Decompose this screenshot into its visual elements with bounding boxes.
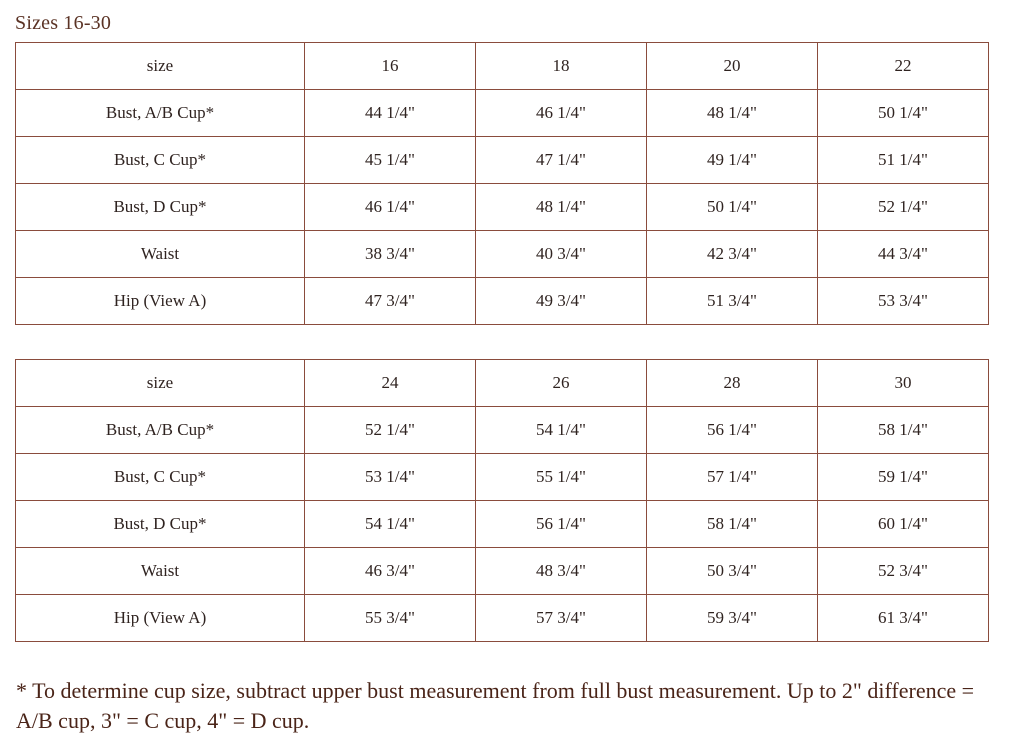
header-cell: 28: [647, 360, 818, 407]
row-label: Bust, C Cup*: [16, 454, 305, 501]
measurement-cell: 49 1/4": [647, 137, 818, 184]
cup-size-footnote: * To determine cup size, subtract upper bust measurement from full bust measurement. Up to 2" difference = A/B cup, 3" = C cup, 4" = D cup.: [16, 678, 975, 733]
measurement-cell: 52 1/4": [818, 184, 989, 231]
size-table-24-30: [15, 359, 989, 642]
table-row: [16, 90, 989, 137]
measurement-cell: 46 3/4": [305, 548, 476, 595]
measurement-cell: 52 1/4": [305, 407, 476, 454]
header-cell: 30: [818, 360, 989, 407]
measurement-cell: 47 3/4": [305, 278, 476, 325]
measurement-cell: 56 1/4": [647, 407, 818, 454]
row-label: Hip (View A): [16, 595, 305, 642]
table-row: [16, 501, 989, 548]
header-cell: 24: [305, 360, 476, 407]
row-label: Bust, A/B Cup*: [16, 407, 305, 454]
table-row: [16, 278, 989, 325]
measurement-cell: 45 1/4": [305, 137, 476, 184]
header-cell: 16: [305, 43, 476, 90]
page-heading: Sizes 16-30: [15, 12, 112, 34]
row-label: Bust, A/B Cup*: [16, 90, 305, 137]
measurement-cell: 55 1/4": [476, 454, 647, 501]
row-label: Bust, C Cup*: [16, 137, 305, 184]
measurement-cell: 44 1/4": [305, 90, 476, 137]
measurement-cell: 52 3/4": [818, 548, 989, 595]
measurement-cell: 59 1/4": [818, 454, 989, 501]
table-row: [16, 184, 989, 231]
table-row: [16, 231, 989, 278]
row-label: Bust, D Cup*: [16, 184, 305, 231]
measurement-cell: 51 3/4": [647, 278, 818, 325]
measurement-cell: 59 3/4": [647, 595, 818, 642]
measurement-cell: 53 1/4": [305, 454, 476, 501]
header-cell-size: size: [16, 43, 305, 90]
table-header-row: [16, 360, 989, 407]
measurement-cell: 58 1/4": [647, 501, 818, 548]
measurement-cell: 46 1/4": [305, 184, 476, 231]
table-row: [16, 548, 989, 595]
header-cell-size: size: [16, 360, 305, 407]
measurement-cell: 48 3/4": [476, 548, 647, 595]
measurement-cell: 60 1/4": [818, 501, 989, 548]
header-cell: 18: [476, 43, 647, 90]
measurement-cell: 48 1/4": [647, 90, 818, 137]
measurement-cell: 56 1/4": [476, 501, 647, 548]
measurement-cell: 53 3/4": [818, 278, 989, 325]
row-label: Waist: [16, 231, 305, 278]
measurement-cell: 54 1/4": [476, 407, 647, 454]
header-cell: 22: [818, 43, 989, 90]
measurement-cell: 42 3/4": [647, 231, 818, 278]
measurement-cell: 54 1/4": [305, 501, 476, 548]
row-label: Waist: [16, 548, 305, 595]
size-table-16-22: [15, 42, 989, 325]
measurement-cell: 57 3/4": [476, 595, 647, 642]
measurement-cell: 50 1/4": [818, 90, 989, 137]
measurement-cell: 50 3/4": [647, 548, 818, 595]
measurement-cell: 46 1/4": [476, 90, 647, 137]
measurement-cell: 47 1/4": [476, 137, 647, 184]
measurement-cell: 49 3/4": [476, 278, 647, 325]
measurement-cell: 40 3/4": [476, 231, 647, 278]
table-row: [16, 454, 989, 501]
header-cell: 26: [476, 360, 647, 407]
table-header-row: [16, 43, 989, 90]
measurement-cell: 55 3/4": [305, 595, 476, 642]
measurement-cell: 38 3/4": [305, 231, 476, 278]
measurement-cell: 44 3/4": [818, 231, 989, 278]
measurement-cell: 48 1/4": [476, 184, 647, 231]
measurement-cell: 51 1/4": [818, 137, 989, 184]
measurement-cell: 58 1/4": [818, 407, 989, 454]
row-label: Hip (View A): [16, 278, 305, 325]
measurement-cell: 50 1/4": [647, 184, 818, 231]
measurement-cell: 57 1/4": [647, 454, 818, 501]
table-row: [16, 595, 989, 642]
measurement-cell: 61 3/4": [818, 595, 989, 642]
table-row: [16, 407, 989, 454]
header-cell: 20: [647, 43, 818, 90]
table-row: [16, 137, 989, 184]
row-label: Bust, D Cup*: [16, 501, 305, 548]
